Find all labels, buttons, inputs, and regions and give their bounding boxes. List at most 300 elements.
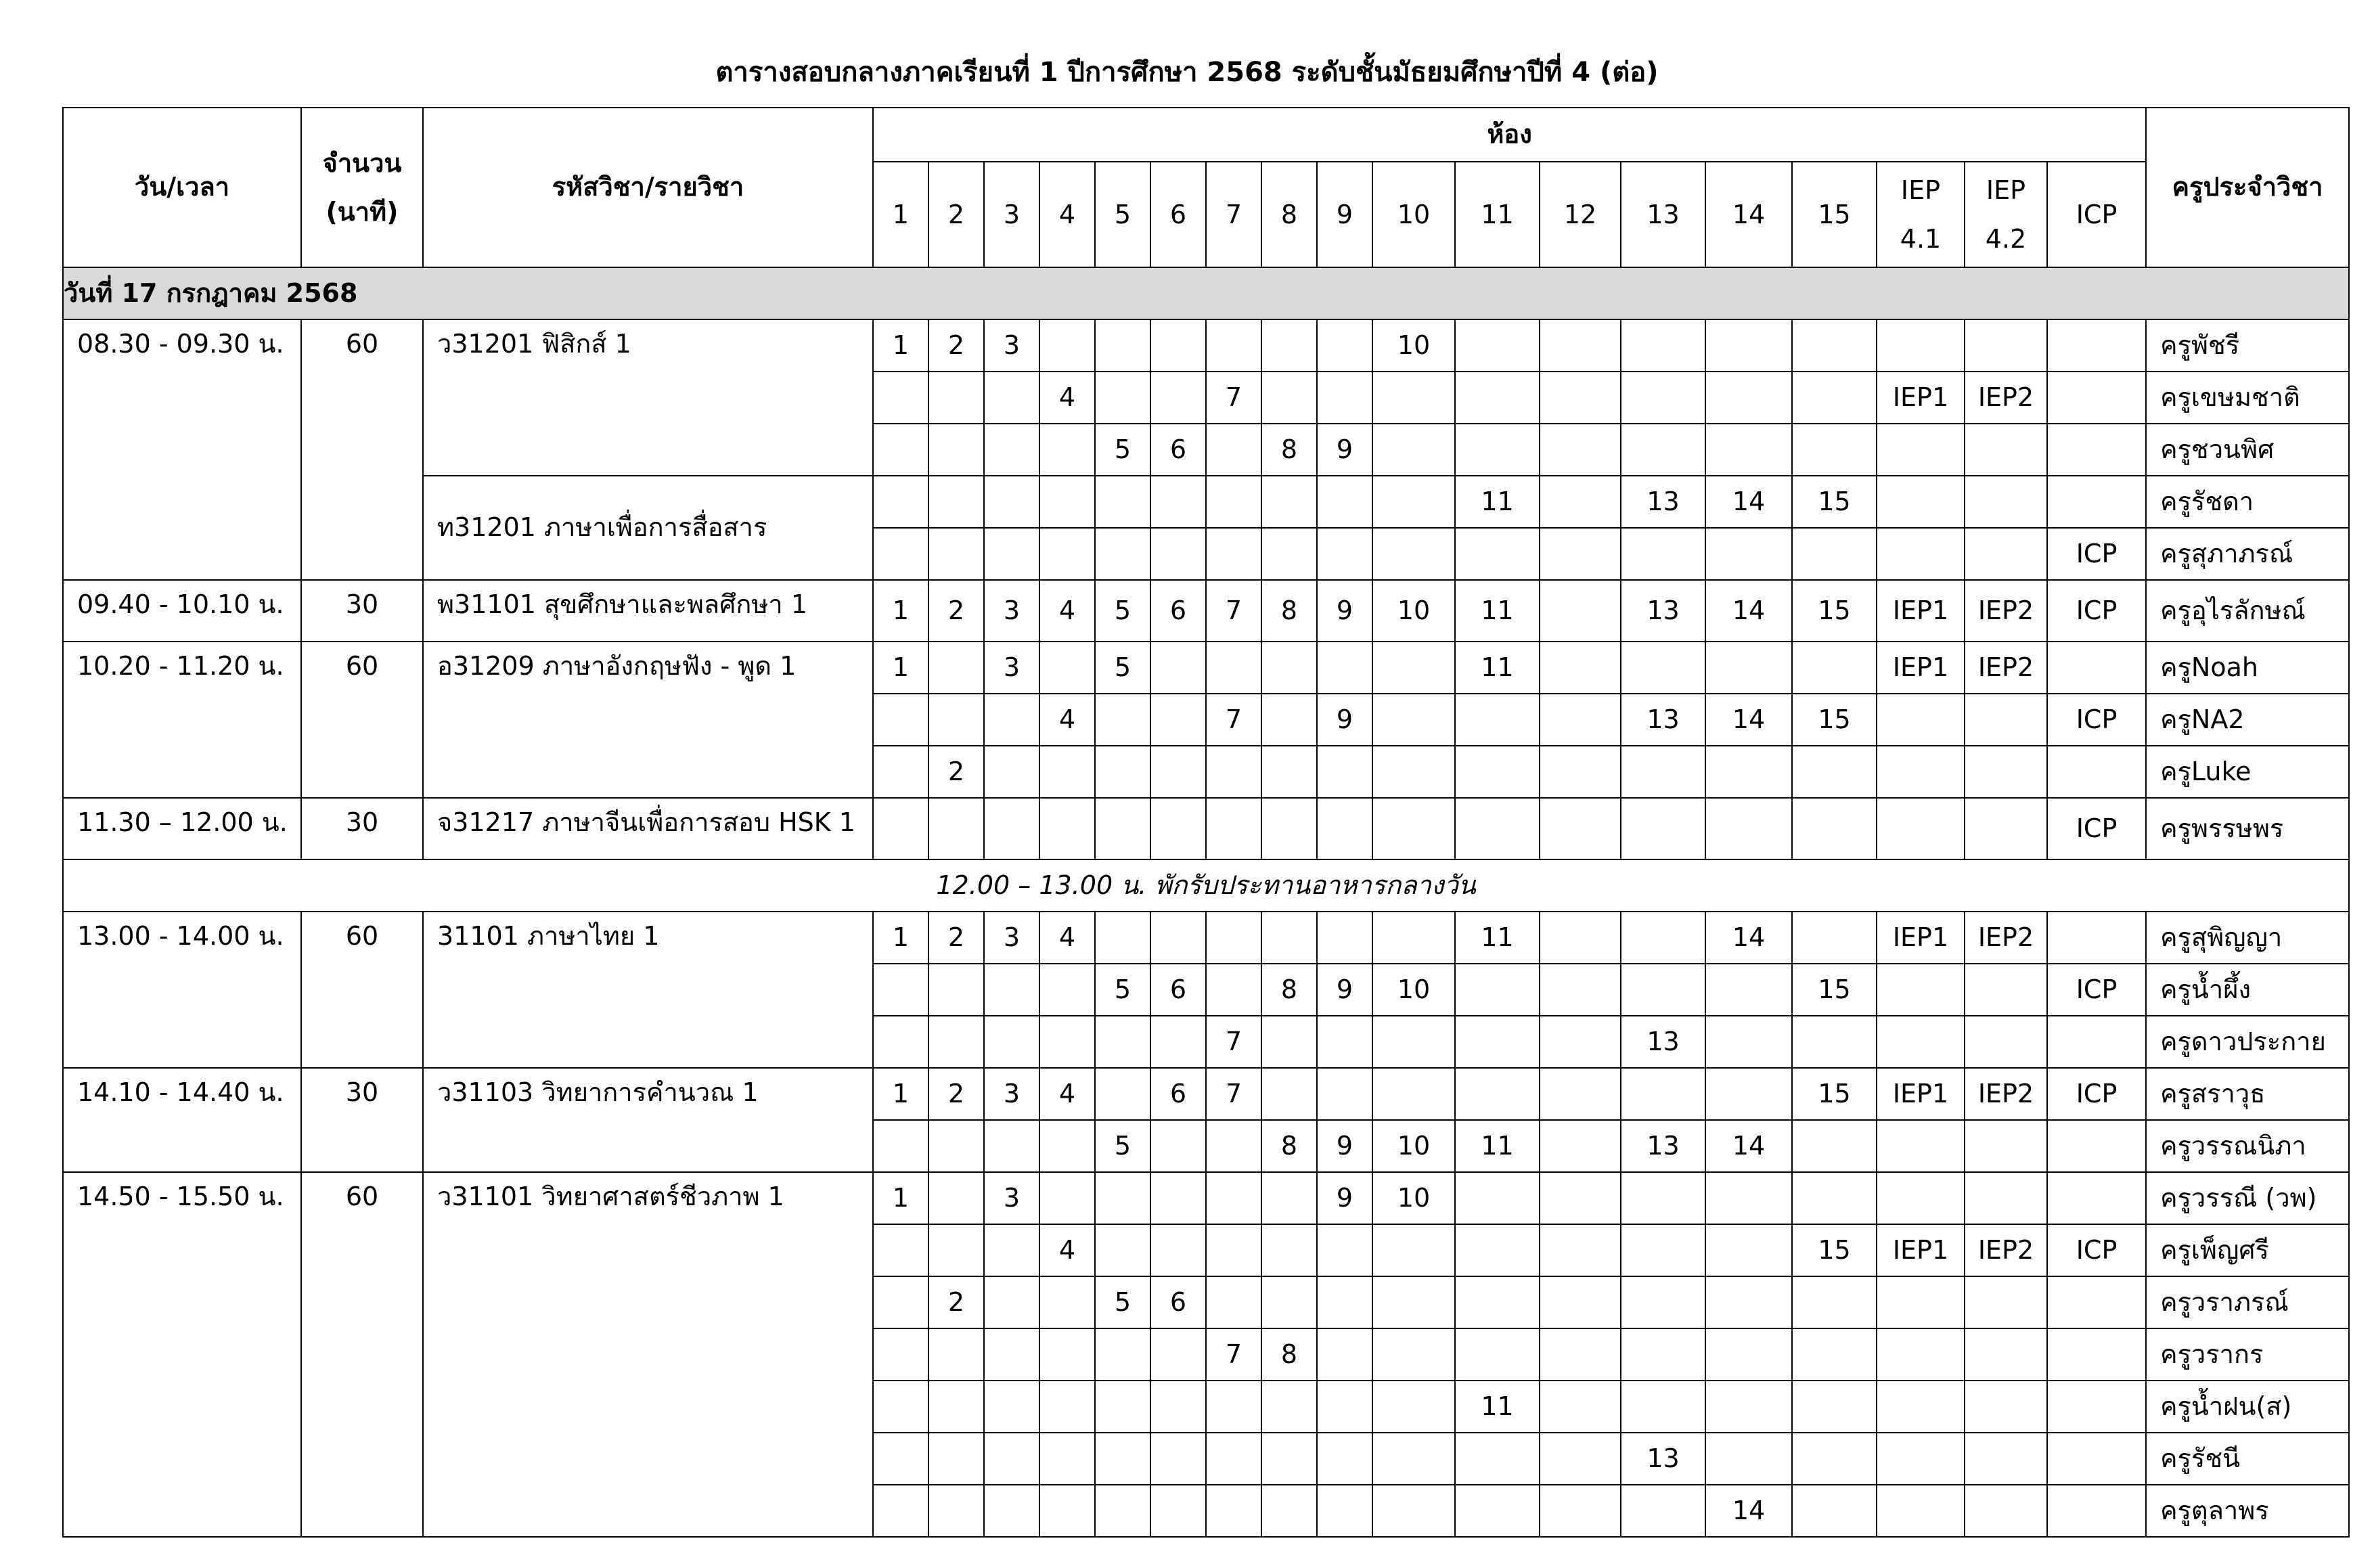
header-room-label: ICP — [2076, 199, 2118, 229]
room-cell — [2047, 424, 2146, 476]
table-row — [63, 798, 2349, 859]
teacher-cell: ครูอุไรลักษณ์ — [2146, 580, 2349, 642]
room-cell: 14 — [1705, 1120, 1792, 1172]
room-cell: 3 — [984, 580, 1039, 642]
header-room-sublabel: 4.2 — [1985, 224, 2027, 254]
room-cell — [1877, 1016, 1965, 1068]
room-cell — [1150, 798, 1206, 859]
room-cell — [1206, 642, 1261, 694]
room-cell: 2 — [928, 912, 984, 964]
room-cell — [928, 964, 984, 1016]
subject-cell: ว31103 วิทยาการคำนวณ 1 — [423, 1068, 873, 1172]
room-cell — [1039, 1328, 1095, 1381]
room-cell — [1792, 319, 1877, 372]
room-cell — [1150, 1120, 1206, 1172]
header-room-col — [873, 162, 928, 267]
room-cell — [928, 1381, 984, 1433]
room-cell — [1150, 1016, 1206, 1068]
room-cell — [1317, 319, 1372, 372]
room-cell: 5 — [1095, 424, 1150, 476]
room-cell: 3 — [984, 912, 1039, 964]
room-cell — [873, 476, 928, 528]
room-cell: 14 — [1705, 476, 1792, 528]
room-cell: ICP — [2047, 694, 2146, 746]
room-cell — [1877, 746, 1965, 798]
room-cell — [1317, 642, 1372, 694]
room-cell — [1705, 746, 1792, 798]
room-cell — [1455, 1224, 1540, 1276]
room-cell — [984, 1120, 1039, 1172]
table-row — [63, 912, 2349, 964]
room-cell — [1095, 372, 1150, 424]
room-cell — [1150, 528, 1206, 580]
room-cell — [1877, 1381, 1965, 1433]
room-cell — [1150, 476, 1206, 528]
room-cell — [928, 642, 984, 694]
room-cell — [1965, 1172, 2047, 1224]
room-cell: 1 — [873, 580, 928, 642]
room-cell — [1792, 1433, 1877, 1485]
room-cell — [1150, 1224, 1206, 1276]
header-room-col — [1261, 162, 1317, 267]
room-cell — [984, 1381, 1039, 1433]
room-cell — [1150, 319, 1206, 372]
room-cell — [1877, 1120, 1965, 1172]
room-cell — [1206, 1224, 1261, 1276]
room-cell: 7 — [1206, 372, 1261, 424]
room-cell — [1455, 694, 1540, 746]
room-cell: IEP2 — [1965, 580, 2047, 642]
room-cell — [1261, 798, 1317, 859]
room-cell — [2047, 1016, 2146, 1068]
room-cell: 4 — [1039, 1224, 1095, 1276]
teacher-cell: ครูLuke — [2146, 746, 2349, 798]
room-cell — [1621, 372, 1705, 424]
header-room-col — [1540, 162, 1621, 267]
teacher-cell: ครูตุลาพร — [2146, 1485, 2349, 1537]
room-cell: 13 — [1621, 1016, 1705, 1068]
room-cell: IEP2 — [1965, 912, 2047, 964]
room-cell: 14 — [1705, 1485, 1792, 1537]
room-cell: 15 — [1792, 476, 1877, 528]
room-cell — [1039, 798, 1095, 859]
header-room-col — [1621, 162, 1705, 267]
room-cell — [1372, 1068, 1455, 1120]
room-cell — [1540, 1016, 1621, 1068]
room-cell — [1206, 746, 1261, 798]
room-cell: 1 — [873, 319, 928, 372]
room-cell — [1317, 372, 1372, 424]
room-cell — [1455, 1485, 1540, 1537]
room-cell — [1039, 1485, 1095, 1537]
room-cell — [1965, 1381, 2047, 1433]
teacher-cell: ครูพรรษพร — [2146, 798, 2349, 859]
room-cell — [1792, 1172, 1877, 1224]
room-cell — [1206, 424, 1261, 476]
teacher-cell: ครูวรรณี (วพ) — [2146, 1172, 2349, 1224]
room-cell — [984, 1016, 1039, 1068]
room-cell — [873, 1016, 928, 1068]
room-cell: ICP — [2047, 1224, 2146, 1276]
room-cell — [1455, 528, 1540, 580]
room-cell — [984, 1485, 1039, 1537]
header-room-label: 14 — [1732, 199, 1766, 229]
room-cell — [1621, 1276, 1705, 1328]
room-cell: 6 — [1150, 1068, 1206, 1120]
room-cell — [1317, 798, 1372, 859]
room-cell: 7 — [1206, 694, 1261, 746]
room-cell — [1372, 912, 1455, 964]
room-cell — [928, 1433, 984, 1485]
room-cell — [873, 1224, 928, 1276]
room-cell — [1261, 746, 1317, 798]
room-cell — [1540, 580, 1621, 642]
room-cell — [1455, 424, 1540, 476]
room-cell — [1039, 964, 1095, 1016]
room-cell — [1877, 1172, 1965, 1224]
room-cell: ICP — [2047, 1068, 2146, 1120]
room-cell — [1372, 1433, 1455, 1485]
room-cell — [1705, 319, 1792, 372]
room-cell — [1965, 1485, 2047, 1537]
room-cell — [1095, 1224, 1150, 1276]
header-room-col — [2047, 162, 2146, 267]
room-cell — [1965, 1433, 2047, 1485]
room-cell: 2 — [928, 746, 984, 798]
room-cell — [928, 1485, 984, 1537]
room-cell — [984, 1433, 1039, 1485]
room-cell — [1621, 1224, 1705, 1276]
room-cell — [928, 372, 984, 424]
room-cell — [2047, 1276, 2146, 1328]
room-cell — [873, 1381, 928, 1433]
room-cell: 15 — [1792, 1224, 1877, 1276]
teacher-cell: ครูพัชรี — [2146, 319, 2349, 372]
room-cell — [928, 798, 984, 859]
room-cell: 3 — [984, 642, 1039, 694]
room-cell — [1455, 1328, 1540, 1381]
header-room-col — [1455, 162, 1540, 267]
room-cell — [1705, 1328, 1792, 1381]
room-cell — [1455, 798, 1540, 859]
header-room-sublabel: 4.1 — [1900, 224, 1942, 254]
room-cell — [984, 476, 1039, 528]
room-cell — [1705, 1276, 1792, 1328]
room-cell: 11 — [1455, 1381, 1540, 1433]
exam-schedule-table — [62, 107, 2350, 1538]
time-cell: 14.10 - 14.40 น. — [63, 1068, 301, 1172]
lunch-row — [63, 859, 2349, 912]
room-cell — [928, 1016, 984, 1068]
room-cell — [1792, 1381, 1877, 1433]
room-cell: 5 — [1095, 1120, 1150, 1172]
room-cell — [2047, 642, 2146, 694]
room-cell: 2 — [928, 1276, 984, 1328]
room-cell: 1 — [873, 912, 928, 964]
room-cell: 7 — [1206, 1328, 1261, 1381]
room-cell: 2 — [928, 319, 984, 372]
room-cell — [1039, 1433, 1095, 1485]
room-cell: 7 — [1206, 1068, 1261, 1120]
room-cell — [1150, 912, 1206, 964]
header-room-col — [1039, 162, 1095, 267]
room-cell: IEP2 — [1965, 372, 2047, 424]
room-cell: 8 — [1261, 1120, 1317, 1172]
room-cell — [1705, 372, 1792, 424]
room-cell — [1206, 912, 1261, 964]
room-cell — [984, 424, 1039, 476]
room-cell — [1317, 528, 1372, 580]
room-cell — [1150, 694, 1206, 746]
room-cell — [1965, 424, 2047, 476]
room-cell — [1261, 1381, 1317, 1433]
room-cell: 8 — [1261, 1328, 1317, 1381]
room-cell — [1261, 642, 1317, 694]
room-cell — [1206, 964, 1261, 1016]
room-cell: 11 — [1455, 580, 1540, 642]
room-cell — [1965, 1328, 2047, 1381]
header-room-label: 3 — [1003, 199, 1021, 229]
room-cell — [1150, 1485, 1206, 1537]
room-cell — [984, 1224, 1039, 1276]
room-cell — [1317, 1433, 1372, 1485]
room-cell — [1792, 642, 1877, 694]
table-row — [63, 642, 2349, 694]
room-cell — [1372, 528, 1455, 580]
room-cell: 10 — [1372, 319, 1455, 372]
room-cell — [1705, 1172, 1792, 1224]
room-cell — [1540, 1224, 1621, 1276]
minutes-cell: 30 — [301, 580, 423, 642]
room-cell — [984, 746, 1039, 798]
minutes-cell: 60 — [301, 642, 423, 798]
room-cell — [1705, 1224, 1792, 1276]
room-cell — [1150, 372, 1206, 424]
room-cell — [2047, 1328, 2146, 1381]
room-cell — [1095, 1381, 1150, 1433]
room-cell: 8 — [1261, 424, 1317, 476]
header-minutes — [301, 108, 423, 267]
room-cell — [928, 424, 984, 476]
room-cell — [1965, 1016, 2047, 1068]
room-cell: IEP2 — [1965, 642, 2047, 694]
room-cell — [1095, 319, 1150, 372]
room-cell — [1965, 798, 2047, 859]
room-cell — [1317, 746, 1372, 798]
room-cell — [1317, 1276, 1372, 1328]
subject-cell: 31101 ภาษาไทย 1 — [423, 912, 873, 1068]
room-cell — [1877, 528, 1965, 580]
room-cell — [928, 1172, 984, 1224]
room-cell — [1540, 1276, 1621, 1328]
room-cell — [1317, 1485, 1372, 1537]
room-cell — [1206, 1276, 1261, 1328]
room-cell: 4 — [1039, 372, 1095, 424]
room-cell — [1621, 424, 1705, 476]
room-cell — [1540, 1120, 1621, 1172]
header-room-label: 9 — [1336, 199, 1353, 229]
room-cell — [873, 1328, 928, 1381]
room-cell — [1261, 476, 1317, 528]
room-cell — [1621, 1328, 1705, 1381]
room-cell — [1705, 1016, 1792, 1068]
room-cell — [1540, 1328, 1621, 1381]
room-cell — [1372, 694, 1455, 746]
teacher-cell: ครูเพ็ญศรี — [2146, 1224, 2349, 1276]
header-rooms: ห้อง — [873, 108, 2146, 162]
room-cell: 15 — [1792, 694, 1877, 746]
teacher-cell: ครูวรรณนิภา — [2146, 1120, 2349, 1172]
room-cell — [1317, 1224, 1372, 1276]
room-cell — [1792, 798, 1877, 859]
room-cell — [873, 798, 928, 859]
room-cell — [1261, 319, 1317, 372]
room-cell — [1792, 912, 1877, 964]
teacher-cell: ครูสราวุธ — [2146, 1068, 2349, 1120]
room-cell — [1372, 1276, 1455, 1328]
room-cell — [1206, 1433, 1261, 1485]
room-cell — [984, 1328, 1039, 1381]
subject-cell: จ31217 ภาษาจีนเพื่อการสอบ HSK 1 — [423, 798, 873, 859]
header-room-col — [1206, 162, 1261, 267]
teacher-cell: ครูวราภรณ์ — [2146, 1276, 2349, 1328]
time-cell: 14.50 - 15.50 น. — [63, 1172, 301, 1537]
room-cell — [1150, 1433, 1206, 1485]
room-cell — [1877, 964, 1965, 1016]
room-cell — [1150, 1172, 1206, 1224]
room-cell — [1540, 424, 1621, 476]
room-cell: 5 — [1095, 964, 1150, 1016]
room-cell — [1039, 1276, 1095, 1328]
header-room-label: 12 — [1563, 199, 1597, 229]
room-cell: 2 — [928, 1068, 984, 1120]
teacher-cell: ครูชวนพิศ — [2146, 424, 2349, 476]
room-cell — [928, 1328, 984, 1381]
room-cell — [1206, 1172, 1261, 1224]
room-cell — [1540, 1172, 1621, 1224]
room-cell: 3 — [984, 319, 1039, 372]
room-cell — [2047, 1433, 2146, 1485]
header-room-label: IEP — [1900, 175, 1941, 205]
room-cell: 11 — [1455, 642, 1540, 694]
room-cell: 5 — [1095, 580, 1150, 642]
room-cell — [1150, 642, 1206, 694]
room-cell — [1206, 528, 1261, 580]
room-cell — [1877, 798, 1965, 859]
room-cell — [1705, 1068, 1792, 1120]
subject-cell: พ31101 สุขศึกษาและพลศึกษา 1 — [423, 580, 873, 642]
room-cell — [1095, 694, 1150, 746]
header-room-col — [1095, 162, 1150, 267]
header-room-col — [1150, 162, 1206, 267]
room-cell — [1705, 642, 1792, 694]
teacher-cell: ครูดาวประกาย — [2146, 1016, 2349, 1068]
room-cell — [1372, 424, 1455, 476]
room-cell — [1261, 1485, 1317, 1537]
room-cell — [928, 1120, 984, 1172]
table-row — [63, 1172, 2349, 1224]
room-cell — [1095, 912, 1150, 964]
room-cell: 3 — [984, 1068, 1039, 1120]
room-cell: 13 — [1621, 580, 1705, 642]
room-cell: 15 — [1792, 1068, 1877, 1120]
subject-cell: ว31201 ฟิสิกส์ 1 — [423, 319, 873, 476]
room-cell — [1455, 372, 1540, 424]
room-cell: 4 — [1039, 694, 1095, 746]
room-cell — [1039, 746, 1095, 798]
day-row — [63, 267, 2349, 319]
room-cell: 14 — [1705, 580, 1792, 642]
room-cell: IEP1 — [1877, 912, 1965, 964]
room-cell — [928, 1224, 984, 1276]
time-cell: 11.30 – 12.00 น. — [63, 798, 301, 859]
room-cell: ICP — [2047, 528, 2146, 580]
room-cell — [984, 964, 1039, 1016]
room-cell: 13 — [1621, 1120, 1705, 1172]
room-cell — [2047, 1381, 2146, 1433]
room-cell — [1621, 642, 1705, 694]
room-cell — [2047, 476, 2146, 528]
room-cell — [1372, 746, 1455, 798]
room-cell — [1540, 319, 1621, 372]
room-cell — [1792, 424, 1877, 476]
room-cell: 10 — [1372, 1172, 1455, 1224]
room-cell: 13 — [1621, 1433, 1705, 1485]
room-cell — [1877, 424, 1965, 476]
room-cell — [1095, 1485, 1150, 1537]
header-room-label: 10 — [1397, 199, 1431, 229]
room-cell — [1455, 1276, 1540, 1328]
room-cell — [1261, 528, 1317, 580]
room-cell — [1095, 1068, 1150, 1120]
room-cell: 10 — [1372, 580, 1455, 642]
room-cell — [1455, 1172, 1540, 1224]
room-cell — [1095, 1172, 1150, 1224]
room-cell — [1705, 424, 1792, 476]
room-cell — [1965, 319, 2047, 372]
room-cell: 4 — [1039, 580, 1095, 642]
room-cell — [1965, 1120, 2047, 1172]
room-cell — [1705, 1433, 1792, 1485]
room-cell: 9 — [1317, 580, 1372, 642]
room-cell — [984, 528, 1039, 580]
room-cell — [1095, 476, 1150, 528]
room-cell: 13 — [1621, 476, 1705, 528]
room-cell — [1877, 1328, 1965, 1381]
room-cell — [1540, 476, 1621, 528]
room-cell — [984, 694, 1039, 746]
time-cell: 10.20 - 11.20 น. — [63, 642, 301, 798]
room-cell: ICP — [2047, 798, 2146, 859]
room-cell: 11 — [1455, 912, 1540, 964]
room-cell — [928, 694, 984, 746]
room-cell — [1039, 476, 1095, 528]
header-room-label: 15 — [1818, 199, 1851, 229]
room-cell — [1261, 912, 1317, 964]
room-cell — [1540, 1068, 1621, 1120]
minutes-cell: 60 — [301, 319, 423, 580]
room-cell — [1540, 528, 1621, 580]
room-cell — [1372, 1224, 1455, 1276]
room-cell: 8 — [1261, 580, 1317, 642]
room-cell: 10 — [1372, 964, 1455, 1016]
room-cell: 1 — [873, 1068, 928, 1120]
room-cell — [1317, 1016, 1372, 1068]
room-cell — [1039, 319, 1095, 372]
header-room-label: 13 — [1647, 199, 1680, 229]
room-cell: 2 — [928, 580, 984, 642]
room-cell: IEP1 — [1877, 642, 1965, 694]
